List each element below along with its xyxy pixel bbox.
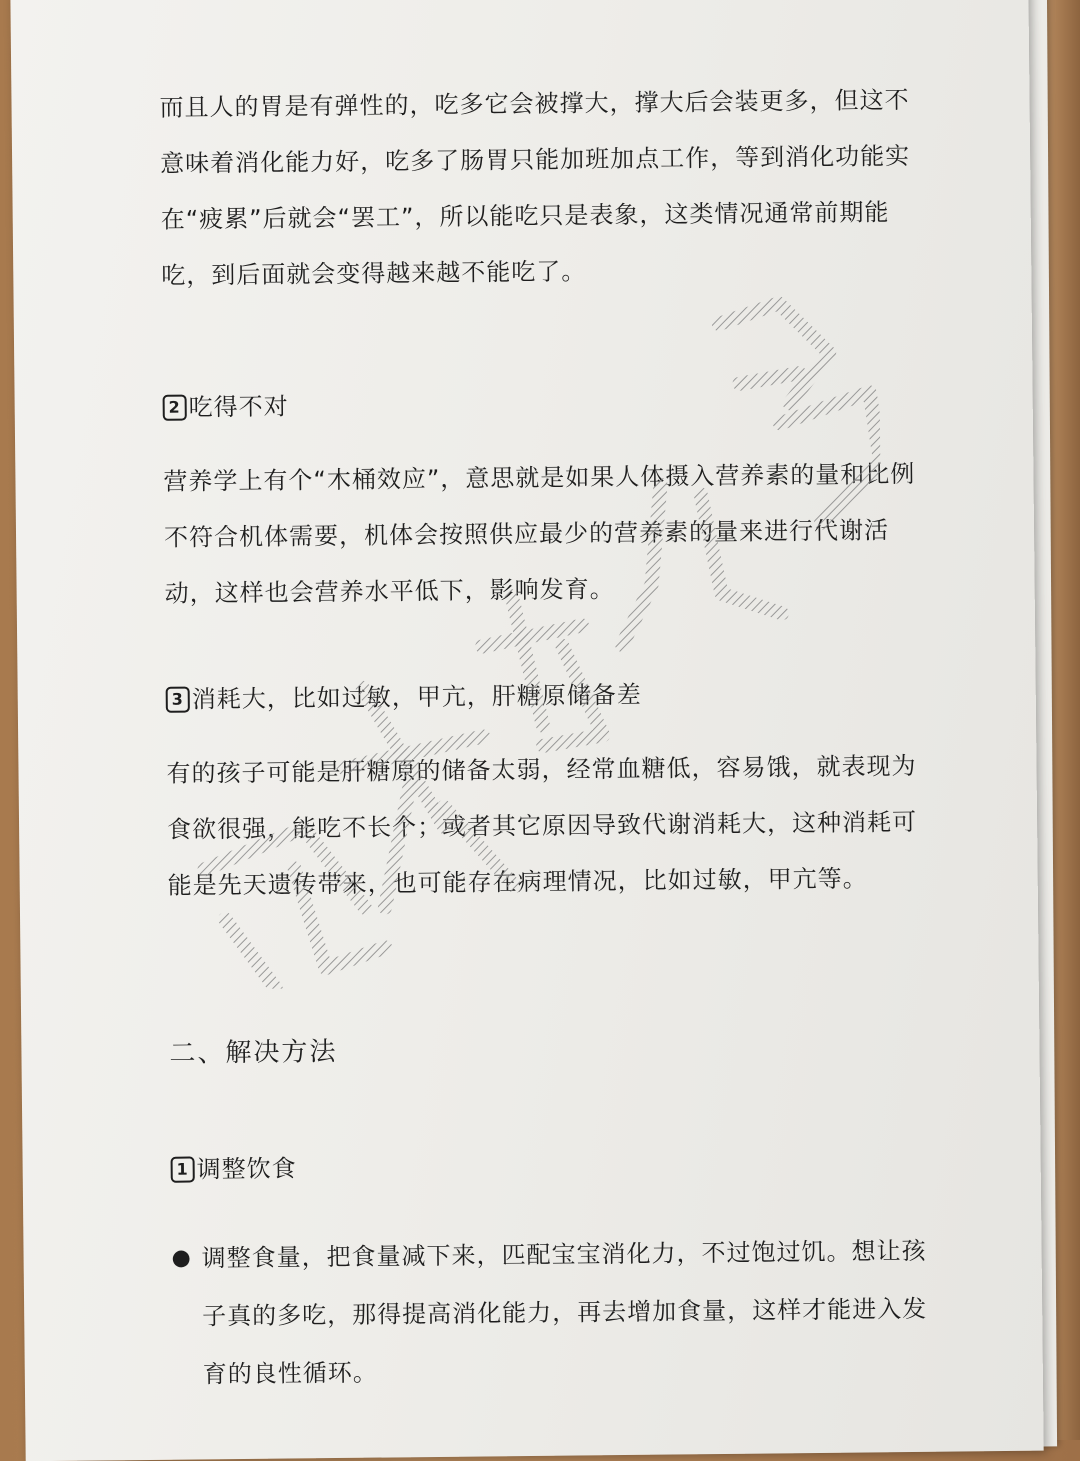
heading-text: 消耗大，比如过敏，甲亢，肝糖原储备差: [191, 680, 642, 714]
document-page: [10, 0, 1043, 1461]
document-content: [159, 72, 943, 1404]
consumption-paragraph: 有的孩子可能是肝糖原的储备太弱，经常血糖低，容易饿，就表现为食欲很强，能吃不长个；或者其它原因导致代谢消耗大，这种消耗可能是先天遗传带来，也可能存在病理情况，比如过敏，甲亢等。: [166, 751, 918, 900]
nutrition-paragraph: 营养学上有个“木桶效应”，意思就是如果人体摄入营养素的量和比例不符合机体需要，机体会按照供应最少的营养素的量来进行代谢活动，这样也会营养水平低下，影响发育。: [163, 459, 916, 608]
bullet-dot-icon: ●: [171, 1245, 191, 1271]
heading-number-badge: 1: [171, 1157, 195, 1183]
heading-number-badge: 3: [166, 687, 190, 713]
bullet-text: 调整食量，把食量减下来，匹配宝宝消化力，不过饱过饥。想让孩子真的多吃，那得提高消化能力，再去增加食量，这样才能进入发育的良性循环。: [201, 1236, 928, 1389]
intro-paragraph: 而且人的胃是有弹性的，吃多它会被撑大，撑大后会装更多，但这不意味着消化能力好，吃多了肠胃只能加班加点工作，等到消化功能实在“疲累”后就会“罢工”，所以能吃只是表象，这类情况通常前期能吃，到后面就会变得越来越不能吃了。: [159, 85, 911, 290]
section-title: 二、解决方法: [169, 1037, 338, 1069]
heading-text: 吃得不对: [188, 392, 289, 422]
bullet-item: [171, 1222, 943, 1404]
heading-number-badge: 2: [163, 395, 187, 421]
heading-text: 调整饮食: [196, 1154, 297, 1184]
